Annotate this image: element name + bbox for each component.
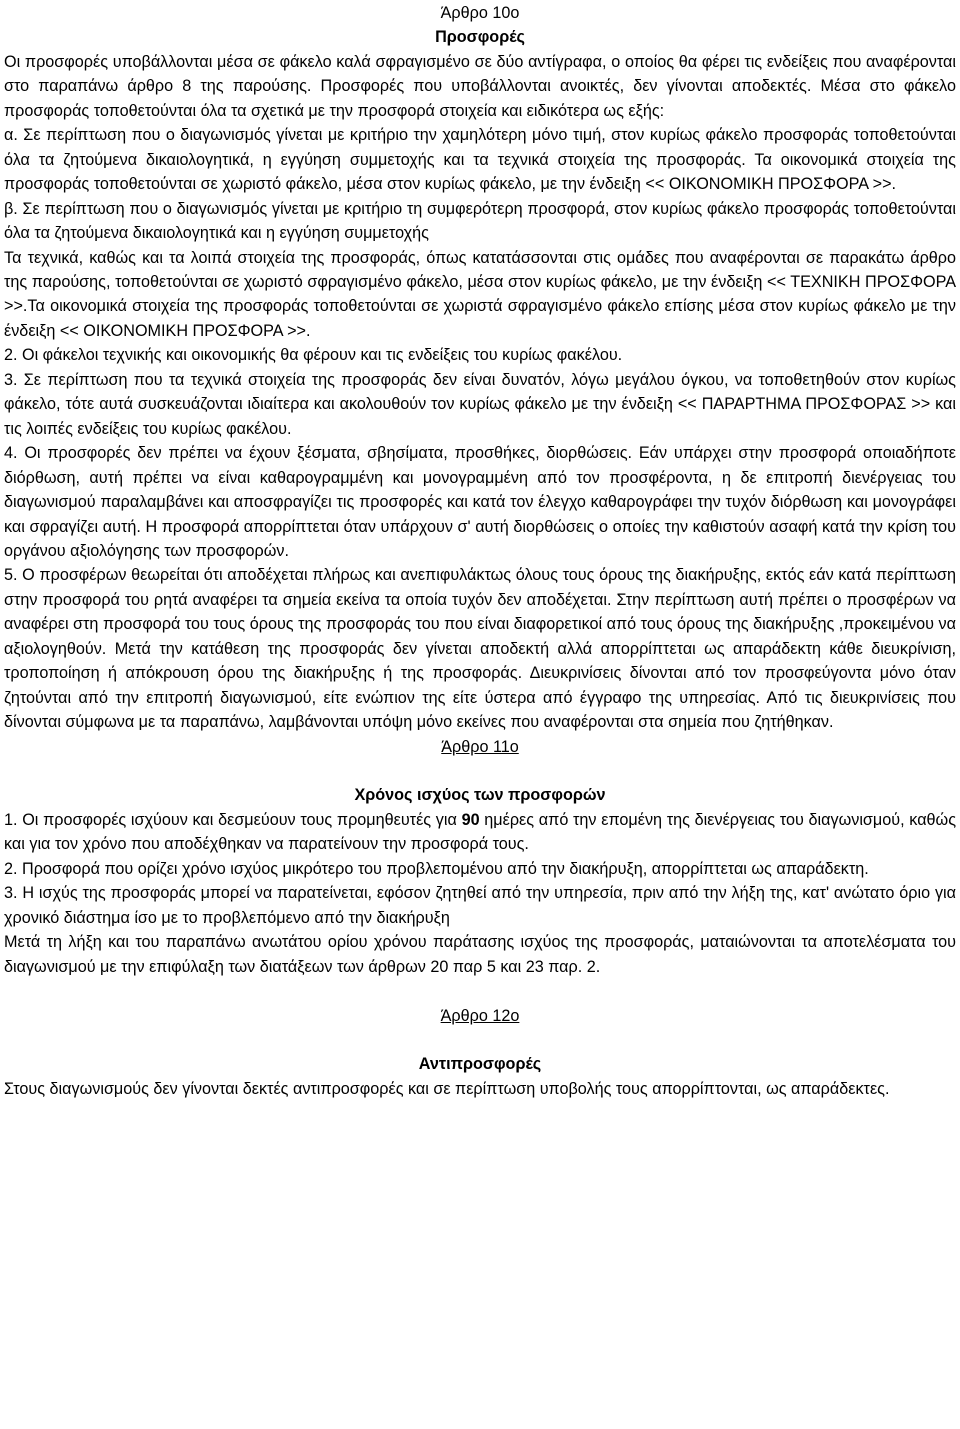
spacer xyxy=(4,979,956,1003)
clause-1-text-start: 1. Οι προσφορές ισχύουν και δεσμεύουν τους προμηθευτές για xyxy=(4,810,462,829)
article-11-heading: Άρθρο 11ο xyxy=(441,737,519,756)
article-10-clause-b-continued: Τα τεχνικά, καθώς και τα λοιπά στοιχεία της προσφοράς, όπως κατατάσσονται στις ομάδες που αναφέρονται σε παρακάτω άρθρο της παρούσης, τοποθετούνται σε χωριστό σφραγισμένο φάκελο, μέσα στον κυρίως φάκελο, με την ένδειξη << ΤΕΧΝΙΚΗ ΠΡΟΣΦΟΡΑ >>.Τα οικονομικά στοιχεία της προσφοράς τοποθετούνται σε χωριστά σφραγισμένο φάκελο επίσης μέσα στον κυρίως φάκελο με την ένδειξη << ΟΙΚΟΝΟΜΙΚΗ ΠΡΟΣΦΟΡΑ >>. xyxy=(4,248,956,340)
article-10-clause-4: 4. Οι προσφορές δεν πρέπει να έχουν ξέσματα, σβησίματα, προσθήκες, διορθώσεις. Εάν υπάρχει στην προσφορά οποιαδήποτε διόρθωση, αυτή πρέπει να είναι καθαρογραμμένη και μονογραμμένη από τον προσφέροντα, η δε επιτροπή διενέργειας του διαγωνισμού παραλαμβάνει και αποσφραγίζει τις προσφορές και κατά τον έλεγχο καθαρογράφει την τυχόν διόρθωση και μονογράφει και σφραγίζει αυτή. Η προσφορά απορρίπτεται όταν υπάρχουν σ' αυτή διορθώσεις ο οποίες την καθιστούν ασαφή κατά την κρίση του οργάνου αξιολόγησης των προσφορών. xyxy=(4,444,956,560)
article-10-heading: Άρθρο 10ο xyxy=(440,4,520,22)
spacer xyxy=(4,759,956,783)
clause-1-text-end: ημέρες από την επομένη της διενέργειας του διαγωνισμού, καθώς και για τον χρόνο που αποδέχθηκαν να παρατείνουν την προσφορά τους. xyxy=(4,810,956,854)
article-12-paragraph: Στους διαγωνισμούς δεν γίνονται δεκτές αντιπροσφορές και σε περίπτωση υποβολής τους απορρίπτονται, ως απαράδεκτες. xyxy=(4,1079,890,1098)
article-10-intro-paragraph: Οι προσφορές υποβάλλονται μέσα σε φάκελο καλά σφραγισμένο σε δύο αντίγραφα, ο οποίος θα φέρει τις ενδείξεις που αναφέρονται στο παραπάνω άρθρο 8 της παρούσης. Προσφορές που υποβάλλονται ανοικτές, δεν γίνονται αποδεκτές. Μέσα στο φάκελο προσφοράς τοποθετούνται όλα τα σχετικά με την προσφορά στοιχεία και ειδικότερα ως εξής: xyxy=(4,52,956,120)
article-10-clause-5: 5. Ο προσφέρων θεωρείται ότι αποδέχεται πλήρως και ανεπιφυλάκτως όλους τους όρους της διακήρυξης, εκτός εάν κατά περίπτωση στην προσφορά του ρητά αναφέρει τα σημεία εκείνα τα οποία τυχόν δεν αποδέχεται. Στην περίπτωση αυτή πρέπει ο προσφέρων να αναφέρει στη προσφορά του τους όρους της προσφοράς του που είναι διαφορετικοί από τους όρους της διακήρυξης ,προκειμένου να αξιολογηθούν. Μετά την κατάθεση της προσφοράς δεν γίνεται αποδεκτή αλλά απορρίπτεται ως απαράδεκτη κάθε διευκρίνιση, τροποποίηση ή απόκρουση όρου της διακήρυξης ή της προσφοράς. Διευκρινίσεις δίνονται από τον προσφεύγοντα μόνο όταν ζητούνται από την επιτροπή διαγωνισμού, είτε ενώπιον της είτε ύστερα από έγγραφο της υπηρεσίας. Από τις διευκρινίσεις που δίνονται σύμφωνα με τα παραπάνω, λαμβάνονται υπόψη μόνο εκείνες που αναφέρονται στα σημεία που ζητήθηκαν. xyxy=(4,566,956,732)
article-11-clause-3: 3. Η ισχύς της προσφοράς μπορεί να παρατείνεται, εφόσον ζητηθεί από την υπηρεσία, πριν από την λήξη της, κατ' ανώτατο όριο για χρονικό διάστημα ίσο με το προβλεπόμενο από την διακήρυξη xyxy=(4,884,956,927)
article-11-clause-3-continued: Μετά τη λήξη και του παραπάνω ανωτάτου ορίου χρόνου παράτασης ισχύος της προσφοράς, ματαιώνονται τα αποτελέσματα του διαγωνισμού με την επιφύλαξη των διατάξεων των άρθρων 20 παρ 5 και 23 παρ. 2. xyxy=(4,933,956,976)
article-11-clause-2: 2. Προσφορά που ορίζει χρόνο ισχύος μικρότερο του προβλεπομένου από την διακήρυξη, απορρίπτεται ως απαράδεκτη. xyxy=(4,859,869,878)
article-10-clause-b: β. Σε περίπτωση που ο διαγωνισμός γίνεται με κριτήριο τη συμφερότερη προσφορά, στον κυρίως φάκελο προσφοράς τοποθετούνται όλα τα ζητούμενα δικαιολογητικά και η εγγύηση συμμετοχής xyxy=(4,199,956,243)
article-11-title: Χρόνος ισχύος των προσφορών xyxy=(354,786,606,805)
clause-1-days-value: 90 xyxy=(461,810,480,829)
article-10-clause-3: 3. Σε περίπτωση που τα τεχνικά στοιχεία της προσφοράς δεν είναι δυνατόν, λόγω μεγάλου όγκου, να τοποθετηθούν στον κυρίως φάκελο, τότε αυτά συσκευάζονται ιδιαίτερα και ακολουθούν τον κυρίως φάκελο με την ένδειξη << ΠΑΡΑΡΤΗΜΑ ΠΡΟΣΦΟΡΑΣ >> και τις λοιπές ενδείξεις του κυρίως φακέλου. xyxy=(4,370,956,438)
article-12-heading: Άρθρο 12ο xyxy=(440,1006,520,1025)
article-12-title: Αντιπροσφορές xyxy=(418,1055,542,1074)
article-10-clause-a: α. Σε περίπτωση που ο διαγωνισμός γίνεται με κριτήριο την χαμηλότερη μόνο τιμή, στον κυρίως φάκελο προσφοράς τοποθετούνται όλα τα ζητούμενα δικαιολογητικά, η εγγύηση συμμετοχής και τα τεχνικά στοιχεία της προσφοράς. Τα οικονομικά στοιχεία της προσφοράς τοποθετούνται σε χωριστό φάκελο, μέσα στον κυρίως φάκελο, με την ένδειξη << ΟΙΚΟΝΟΜΙΚΗ ΠΡΟΣΦΟΡΑ >>. xyxy=(4,126,956,194)
spacer xyxy=(4,1028,956,1052)
article-11-clause-1 xyxy=(4,808,956,857)
article-10-clause-2: 2. Οι φάκελοι τεχνικής και οικονομικής θα φέρουν και τις ενδείξεις του κυρίως φακέλου. xyxy=(4,346,623,365)
article-10-title: Προσφορές xyxy=(435,28,525,47)
